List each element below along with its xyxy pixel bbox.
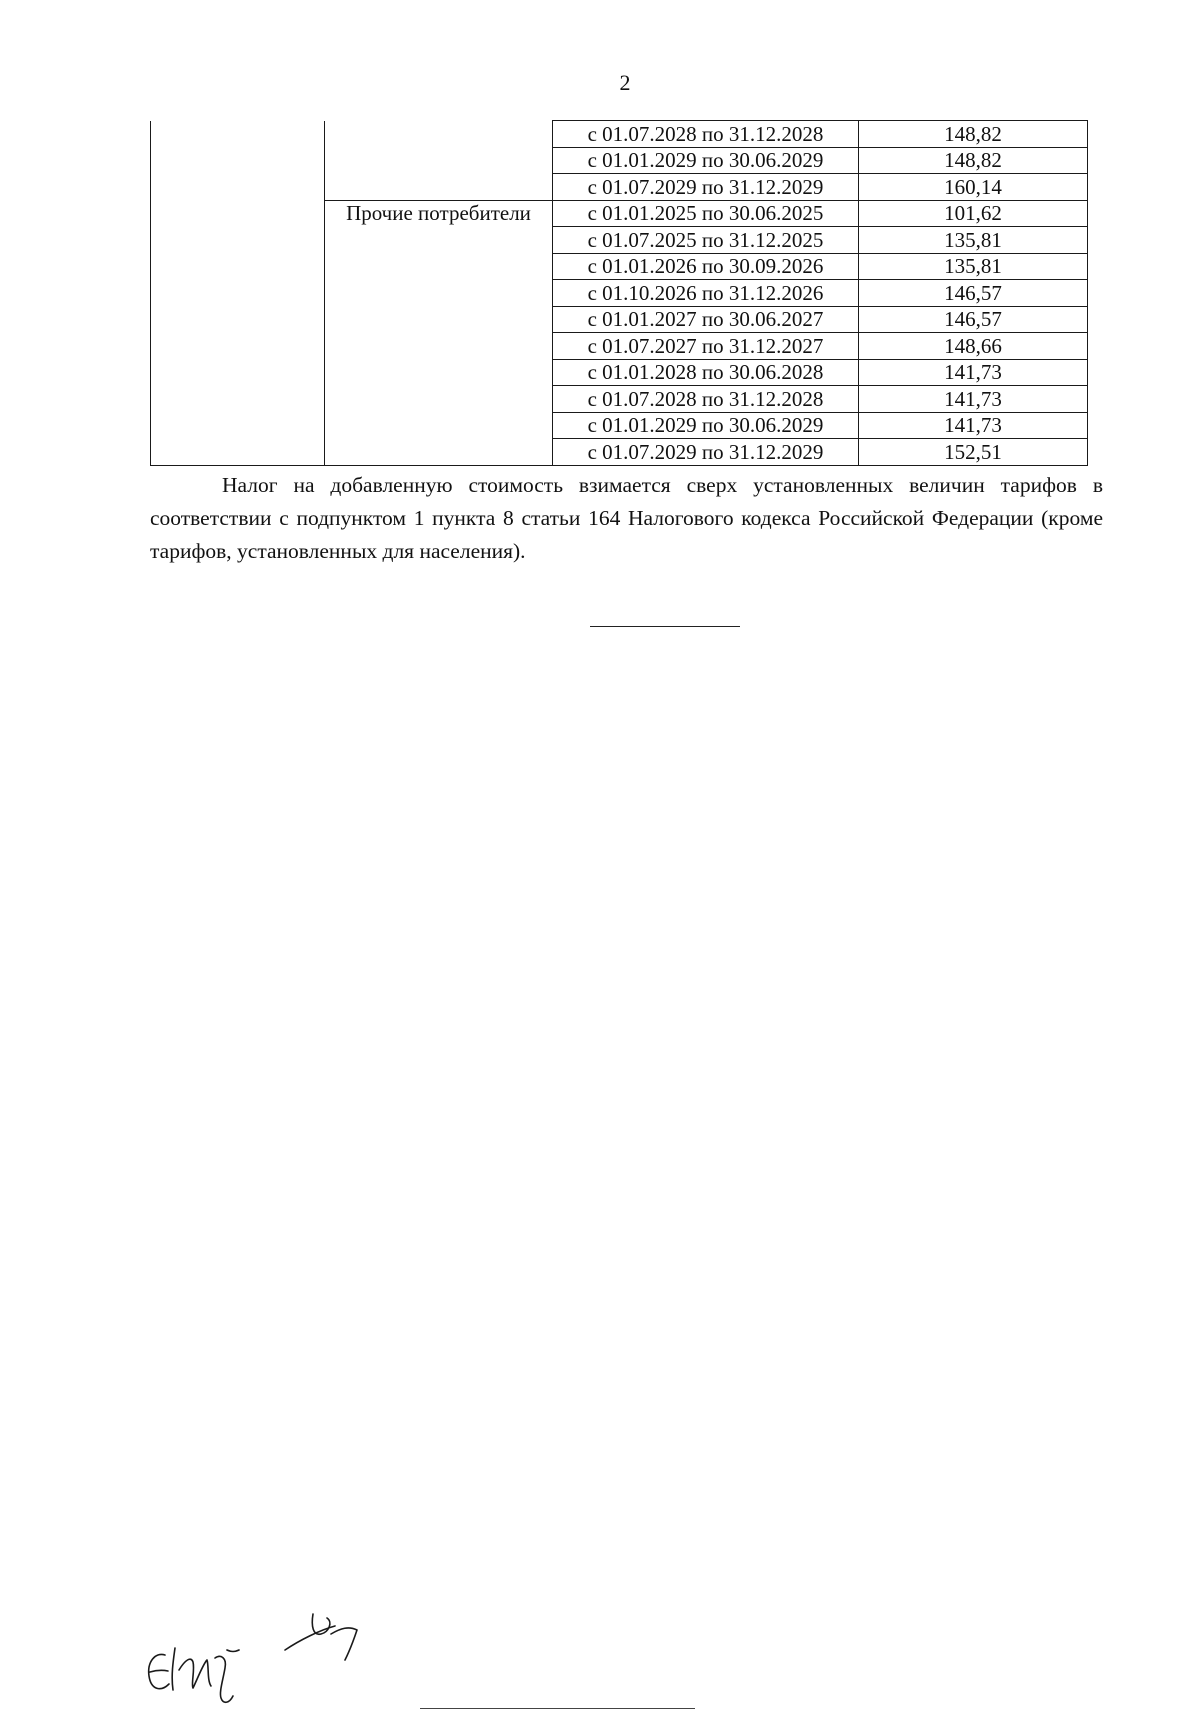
period-cell: с 01.10.2026 по 31.12.2026 <box>553 280 859 307</box>
tariff-value-cell: 101,62 <box>859 200 1088 227</box>
period-cell: с 01.07.2029 по 31.12.2029 <box>553 439 859 466</box>
tariff-value-cell: 135,81 <box>859 227 1088 254</box>
period-cell: с 01.07.2029 по 31.12.2029 <box>553 174 859 201</box>
tariff-value-cell: 148,82 <box>859 147 1088 174</box>
period-cell: с 01.07.2028 по 31.12.2028 <box>553 386 859 413</box>
period-cell: с 01.01.2027 по 30.06.2027 <box>553 306 859 333</box>
table-row <box>151 121 1088 148</box>
tariff-table <box>150 120 1088 466</box>
tariff-value-cell: 135,81 <box>859 253 1088 280</box>
end-divider <box>590 626 740 627</box>
tariff-value-cell: 148,82 <box>859 121 1088 148</box>
previous-group-cell <box>325 121 553 201</box>
period-cell: с 01.01.2028 по 30.06.2028 <box>553 359 859 386</box>
period-cell: с 01.07.2025 по 31.12.2025 <box>553 227 859 254</box>
period-cell: с 01.01.2029 по 30.06.2029 <box>553 412 859 439</box>
tariff-value-cell: 148,66 <box>859 333 1088 360</box>
tariff-value-cell: 146,57 <box>859 280 1088 307</box>
tariff-value-cell: 152,51 <box>859 439 1088 466</box>
signature-initials <box>135 1600 435 1710</box>
period-cell: с 01.01.2025 по 30.06.2025 <box>553 200 859 227</box>
tariff-value-cell: 141,73 <box>859 359 1088 386</box>
consumer-group-cell: Прочие потребители <box>325 200 553 465</box>
period-cell: с 01.01.2026 по 30.09.2026 <box>553 253 859 280</box>
empty-category-cell <box>151 121 325 466</box>
vat-note-paragraph: Налог на добавленную стоимость взимается сверх установленных величин тарифов в соответствии с подпунктом 1 пункта 8 статьи 164 Налогового кодекса Российской Федерации (кроме тарифов, установленных для населения). <box>150 473 1103 563</box>
tariff-value-cell: 141,73 <box>859 386 1088 413</box>
page-number: 2 <box>619 70 631 95</box>
tariff-value-cell: 160,14 <box>859 174 1088 201</box>
tariff-value-cell: 141,73 <box>859 412 1088 439</box>
period-cell: с 01.07.2028 по 31.12.2028 <box>553 121 859 148</box>
bottom-divider <box>420 1708 695 1709</box>
tariff-value-cell: 146,57 <box>859 306 1088 333</box>
period-cell: с 01.01.2029 по 30.06.2029 <box>553 147 859 174</box>
period-cell: с 01.07.2027 по 31.12.2027 <box>553 333 859 360</box>
